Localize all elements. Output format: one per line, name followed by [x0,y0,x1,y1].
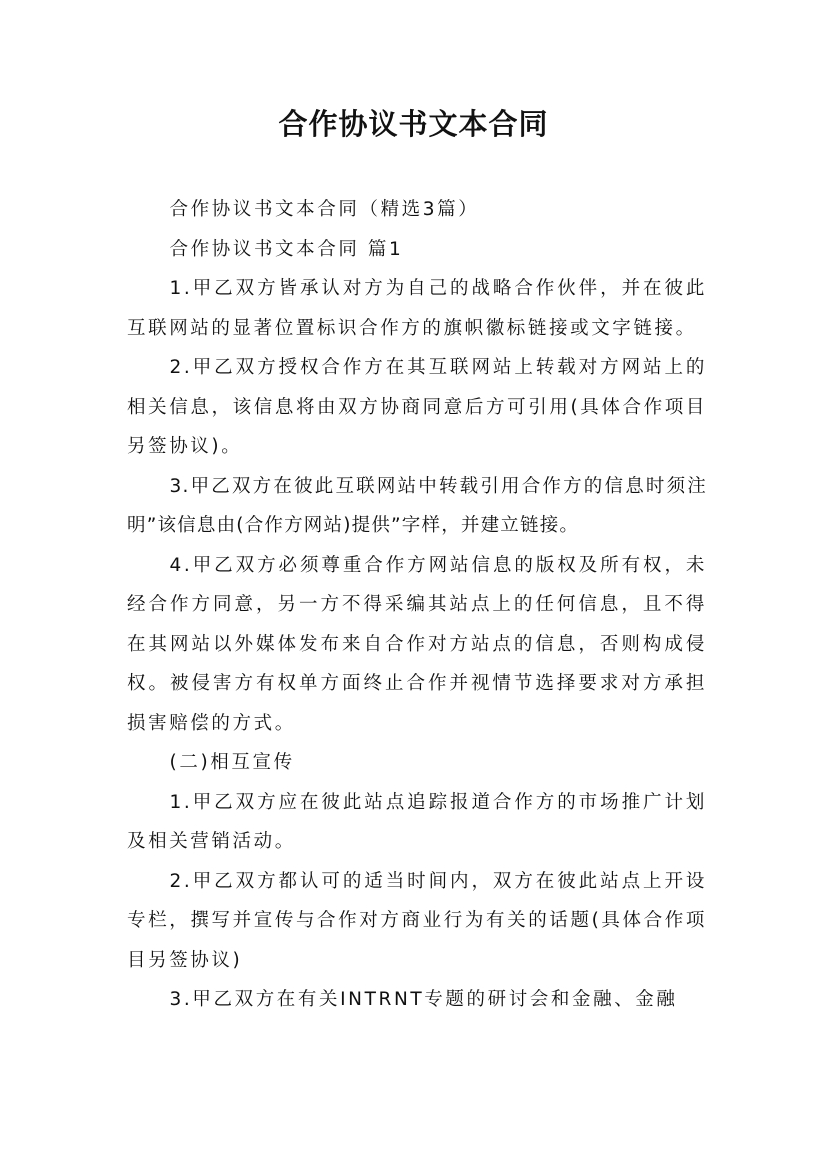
paragraph-clause-1: 1.甲乙双方皆承认对方为自己的战略合作伙伴，并在彼此互联网站的显著位置标识合作方的旗帜徽标链接或文字链接。 [127,278,707,339]
paragraph-promotion-2: 2.甲乙双方都认可的适当时间内，双方在彼此站点上开设专栏，撰写并宣传与合作对方商业行为有关的话题(具体合作项目另签协议) [127,870,707,971]
paragraph-clause-2: 2.甲乙双方授权合作方在其互联网站上转载对方网站上的相关信息，该信息将由双方协商同意后方可引用(具体合作项目另签协议)。 [127,357,707,457]
paragraph-subtitle: 合作协议书文本合同（精选3篇） [169,199,480,220]
paragraph-section-heading: 合作协议书文本合同 篇1 [169,238,404,260]
paragraph-promotion-3: 3.甲乙双方在有关INTRNT专题的研讨会和金融、金融 [169,989,678,1010]
document-body [127,190,707,1020]
paragraph-subheading-mutual-promotion: (二)相互宣传 [169,752,295,773]
paragraph-clause-3: 3.甲乙双方在彼此互联网站中转载引用合作方的信息时须注明”该信息由(合作方网站)提供”字样，并建立链接。 [127,475,707,536]
paragraph-promotion-1: 1.甲乙双方应在彼此站点追踪报道合作方的市场推广计划及相关营销活动。 [127,791,707,852]
document-title: 合作协议书文本合同 [278,107,549,141]
paragraph-clause-4: 4.甲乙双方必须尊重合作方网站信息的版权及所有权，未经合作方同意，另一方不得采编其站点上的任何信息，且不得在其网站以外媒体发布来自合作对方站点的信息，否则构成侵权。被侵害方有权单方面终止合作并视情节选择要求对方承担损害赔偿的方式。 [127,554,707,734]
